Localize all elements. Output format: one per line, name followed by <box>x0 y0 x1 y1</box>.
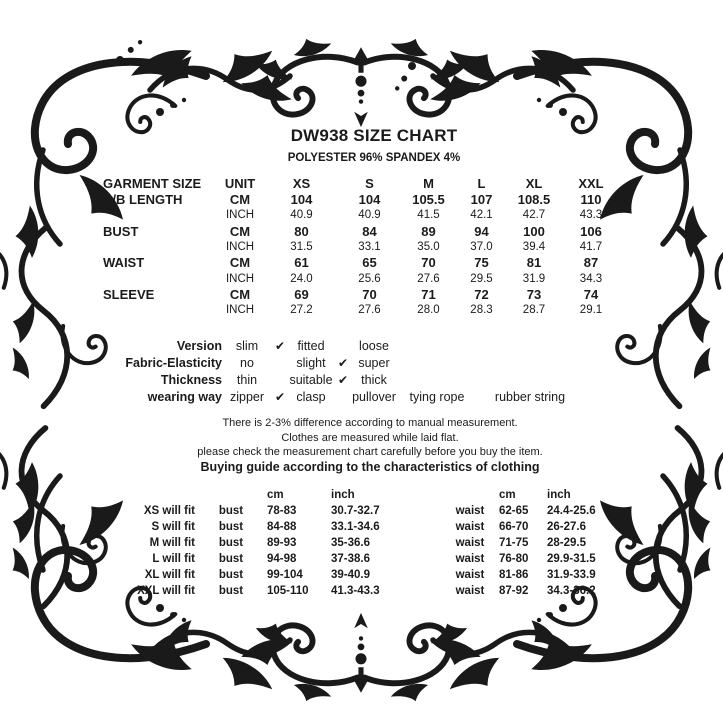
size-value-cm: 70 <box>362 286 377 302</box>
attribute-option: tying rope <box>409 389 465 404</box>
measurement-notes <box>100 416 640 460</box>
size-value-cm: 94 <box>474 223 489 239</box>
body-part-label: bust <box>218 569 244 581</box>
size-value-cm: 106 <box>580 223 602 239</box>
size-table <box>103 176 643 318</box>
size-value-cm: 107 <box>470 192 493 208</box>
range-inch: 26-27.6 <box>547 521 587 533</box>
size-value-cm: 105.5 <box>412 192 445 208</box>
range-cm: 99-104 <box>267 569 303 581</box>
size-value-cm: 80 <box>294 223 309 239</box>
size-table-row-cm <box>103 287 643 303</box>
body-part-label: waist <box>455 521 485 533</box>
unit-label: INCH <box>225 209 255 222</box>
size-value-cm: 108.5 <box>517 192 551 208</box>
checkmark-icon: ✔ <box>274 338 286 353</box>
attribute-option: fitted <box>297 338 325 353</box>
size-value-cm: 104 <box>290 192 313 208</box>
guide-row <box>100 535 647 551</box>
size-table-row-inch <box>103 239 643 255</box>
size-table-header-row <box>103 176 643 192</box>
measurement-label: SLEEVE <box>103 286 155 302</box>
guide-row <box>100 551 647 567</box>
attribute-label: wearing way <box>147 389 222 404</box>
size-value-cm: 73 <box>526 286 542 302</box>
column-header: M <box>423 176 434 192</box>
size-table-row-inch <box>103 208 643 224</box>
range-inch: 28-29.5 <box>547 537 587 549</box>
attribute-option: pullover <box>352 389 396 404</box>
size-value-inch: 41.7 <box>579 241 603 254</box>
attribute-option: no <box>240 355 254 370</box>
body-part-label: bust <box>218 521 244 533</box>
buying-guide-heading: Buying guide according to the characteristics of clothing <box>200 460 540 474</box>
range-inch: 34.3-36.2 <box>547 585 596 597</box>
range-inch: 35-36.6 <box>331 537 371 549</box>
size-value-cm: 84 <box>362 223 377 239</box>
size-value-inch: 43.3 <box>579 209 603 222</box>
range-cm: 89-93 <box>267 537 297 549</box>
size-value-cm: 69 <box>294 286 309 302</box>
attribute-option: slim <box>235 338 259 353</box>
size-value-cm: 110 <box>580 192 602 208</box>
size-value-cm: 89 <box>421 223 436 239</box>
range-cm: 62-65 <box>499 505 529 517</box>
size-value-inch: 27.6 <box>417 272 440 285</box>
size-value-cm: 75 <box>474 255 489 271</box>
range-cm: 76-80 <box>499 553 529 565</box>
column-header: cm <box>499 489 516 501</box>
range-cm: 87-92 <box>499 585 529 597</box>
size-value-inch: 28.0 <box>417 304 440 317</box>
attribute-option: suitable <box>289 372 333 387</box>
size-value-cm: 70 <box>421 255 436 271</box>
size-value-inch: 24.0 <box>290 272 313 285</box>
size-table-row-inch <box>103 271 643 287</box>
attribute-option: loose <box>359 338 389 353</box>
unit-label: INCH <box>225 241 255 254</box>
size-table-row-inch <box>103 302 643 318</box>
range-inch: 41.3-43.3 <box>331 585 380 597</box>
body-part-label: bust <box>218 585 244 597</box>
attribute-row <box>100 337 582 354</box>
guide-size-label: XS will fit <box>143 505 195 517</box>
guide-size-label: S will fit <box>151 521 195 533</box>
side-scroll-icon <box>0 228 107 406</box>
damask-ornament-icon <box>215 613 507 703</box>
guide-header-row <box>100 487 647 503</box>
attribute-row <box>100 354 582 371</box>
size-value-inch: 39.4 <box>522 241 546 254</box>
size-value-cm: 87 <box>583 255 599 271</box>
size-value-cm: 81 <box>526 255 542 271</box>
column-header: S <box>365 176 374 192</box>
range-inch: 30.7-32.7 <box>331 505 380 517</box>
size-value-inch: 37.0 <box>470 241 493 254</box>
guide-row <box>100 503 647 519</box>
size-value-cm: 71 <box>421 286 436 302</box>
checkmark-icon: ✔ <box>274 389 286 404</box>
attribute-row <box>100 388 582 405</box>
guide-row <box>100 519 647 535</box>
body-part-label: waist <box>455 553 485 565</box>
size-value-inch: 35.0 <box>417 241 440 254</box>
size-table-row-cm <box>103 223 643 239</box>
guide-row <box>100 567 647 583</box>
attribute-option: thin <box>236 372 258 387</box>
size-value-inch: 41.5 <box>417 209 440 222</box>
guide-size-label: L will fit <box>152 553 195 565</box>
attribute-row <box>100 371 582 388</box>
range-inch: 24.4-25.6 <box>547 505 596 517</box>
range-cm: 94-98 <box>267 553 297 565</box>
attribute-option: thick <box>361 372 387 387</box>
note-line: please check the measurement chart carefully before you buy the item. <box>197 446 543 459</box>
range-cm: 66-70 <box>499 521 529 533</box>
size-value-inch: 34.3 <box>579 272 603 285</box>
body-part-label: waist <box>455 505 485 517</box>
size-value-inch: 31.5 <box>290 241 313 254</box>
range-cm: 78-83 <box>267 505 297 517</box>
attribute-option: slight <box>296 355 326 370</box>
range-inch: 39-40.9 <box>331 569 371 581</box>
attribute-option: rubber string <box>494 389 566 404</box>
attribute-option: super <box>358 355 390 370</box>
body-part-label: waist <box>455 537 485 549</box>
column-header: XL <box>525 176 543 192</box>
column-header: L <box>477 176 486 192</box>
column-header: XS <box>292 176 311 192</box>
checkmark-icon: ✔ <box>337 372 349 387</box>
attribute-option: clasp <box>296 389 326 404</box>
column-header: cm <box>267 489 284 501</box>
measurement-label: BUST <box>103 223 139 239</box>
body-part-label: bust <box>218 537 244 549</box>
range-inch: 37-38.6 <box>331 553 371 565</box>
size-value-inch: 42.1 <box>470 209 493 222</box>
note-line: There is 2-3% difference according to manual measurement. <box>222 417 518 429</box>
guide-row <box>100 583 647 599</box>
attributes-table <box>100 337 582 405</box>
size-value-inch: 31.9 <box>522 272 546 285</box>
measurement-label: C/B LENGTH <box>103 192 183 208</box>
unit-label: INCH <box>225 272 255 285</box>
range-cm: 71-75 <box>499 537 529 549</box>
column-header: UNIT <box>224 176 256 192</box>
range-inch: 31.9-33.9 <box>547 569 596 581</box>
fabric-composition-subtitle: POLYESTER 96% SPANDEX 4% <box>287 152 461 164</box>
chart-title: DW938 SIZE CHART <box>290 126 458 145</box>
unit-label: CM <box>229 255 251 271</box>
column-header: GARMENT SIZE <box>103 176 202 192</box>
size-value-cm: 74 <box>583 286 599 302</box>
note-line: Clothes are measured while laid flat. <box>281 431 459 444</box>
column-header: inch <box>331 489 355 501</box>
attribute-label: Version <box>176 338 222 353</box>
measurement-label: WAIST <box>103 255 145 271</box>
size-table-row-cm <box>103 255 643 271</box>
size-value-cm: 104 <box>358 192 381 208</box>
range-cm: 81-86 <box>499 569 529 581</box>
column-header: XXL <box>578 176 604 192</box>
body-part-label: bust <box>218 553 244 565</box>
attribute-label: Thickness <box>160 372 222 387</box>
size-value-inch: 28.3 <box>470 304 493 317</box>
unit-label: CM <box>229 223 251 239</box>
unit-label: CM <box>229 192 251 208</box>
attribute-option: zipper <box>229 389 265 404</box>
damask-ornament-icon <box>215 37 507 127</box>
size-value-cm: 100 <box>523 223 545 239</box>
column-header: inch <box>547 489 571 501</box>
range-inch: 29.9-31.5 <box>547 553 596 565</box>
size-table-row-cm <box>103 192 643 208</box>
size-value-inch: 42.7 <box>522 209 546 222</box>
unit-label: CM <box>229 286 251 302</box>
size-value-inch: 29.1 <box>579 304 603 317</box>
buying-guide-table <box>100 487 647 599</box>
guide-size-label: M will fit <box>149 537 195 549</box>
checkmark-icon: ✔ <box>337 355 349 370</box>
body-part-label: waist <box>455 585 485 597</box>
body-part-label: bust <box>218 505 244 517</box>
size-value-cm: 72 <box>474 286 489 302</box>
size-value-inch: 28.7 <box>522 304 546 317</box>
size-value-cm: 61 <box>294 255 309 271</box>
guide-size-label: XXL will fit <box>137 585 195 597</box>
size-value-inch: 33.1 <box>358 241 381 254</box>
guide-size-label: XL will fit <box>144 569 195 581</box>
size-value-cm: 65 <box>362 255 377 271</box>
unit-label: INCH <box>225 304 255 317</box>
attribute-label: Fabric-Elasticity <box>125 355 222 370</box>
range-inch: 33.1-34.6 <box>331 521 380 533</box>
size-value-inch: 25.6 <box>358 272 381 285</box>
size-value-inch: 40.9 <box>290 209 313 222</box>
size-value-inch: 40.9 <box>358 209 381 222</box>
size-value-inch: 29.5 <box>470 272 493 285</box>
size-value-inch: 27.6 <box>358 304 381 317</box>
body-part-label: waist <box>455 569 485 581</box>
range-cm: 84-88 <box>267 521 297 533</box>
range-cm: 105-110 <box>267 585 309 597</box>
size-value-inch: 27.2 <box>290 304 313 317</box>
